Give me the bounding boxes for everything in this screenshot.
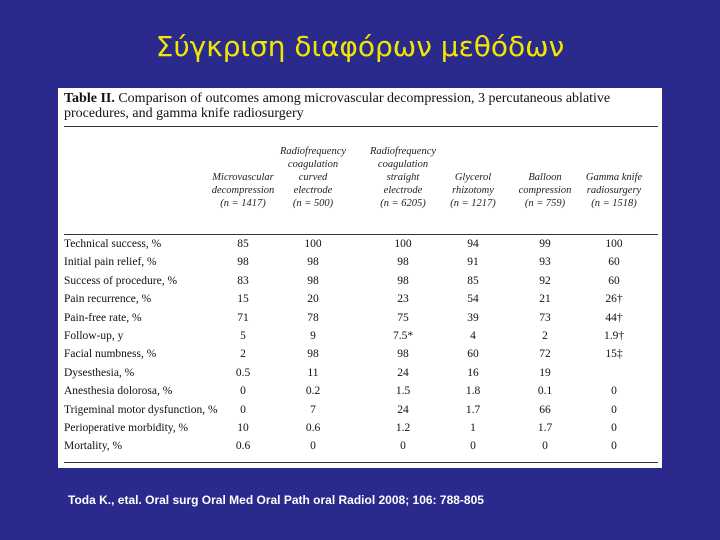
table-cell: 98 [397, 274, 409, 287]
table-caption [64, 91, 658, 121]
slide-title: Σύγκριση διαφόρων μεθόδων [155, 30, 565, 63]
row-label: Anesthesia dolorosa, % [64, 385, 173, 398]
table-cell: 98 [307, 348, 319, 361]
column-header-line: Balloon [528, 172, 562, 183]
table-cell: 73 [539, 311, 551, 324]
row-label: Pain-free rate, % [64, 311, 142, 324]
column-header-line: (n = 1217) [450, 198, 496, 209]
column-header-line [441, 145, 505, 158]
column-header-line: Radiofrequency [279, 146, 347, 157]
row-label: Perioperative morbidity, % [64, 422, 189, 434]
table-cell: 0 [310, 440, 316, 453]
column-header [363, 145, 443, 210]
table-cell: 2 [542, 330, 548, 342]
table-cell: 7 [310, 403, 316, 416]
table-cell: 24 [397, 403, 409, 416]
table-cell: 60 [467, 348, 479, 361]
table-cell: 85 [467, 274, 479, 287]
table-cell: 1.2 [395, 422, 411, 434]
table-cell: 2 [240, 348, 246, 361]
comparison-table-figure [58, 88, 662, 468]
table-cell: 0 [400, 440, 406, 453]
row-label: Initial pain relief, % [64, 256, 157, 269]
column-header-line: rhizotomy [452, 185, 494, 196]
column-header-line: decompression [211, 185, 275, 196]
row-label: Dysesthesia, % [64, 366, 135, 379]
table-cell: 75 [397, 311, 409, 324]
column-header [441, 145, 505, 210]
column-header-line [508, 158, 582, 171]
table-cell: 1.7 [465, 403, 481, 416]
table-cell: 66 [539, 403, 551, 416]
table-cell: 0.6 [305, 422, 321, 434]
column-header-line: coagulation [377, 159, 429, 170]
table-cell: 15 [237, 293, 249, 306]
table-cell: 1.7 [537, 422, 553, 434]
column-header-line: (n = 6205) [380, 198, 426, 209]
table-cell: 83 [237, 274, 249, 287]
column-header-line: (n = 759) [524, 198, 566, 209]
column-header-line: compression [518, 185, 572, 196]
column-header-line: radiosurgery [586, 185, 642, 196]
column-header [273, 145, 353, 210]
table-cell: 10 [237, 422, 249, 434]
table-cell: 44† [605, 311, 623, 324]
row-label: Technical success, % [64, 238, 162, 250]
table-cell: 0 [470, 440, 476, 453]
table-caption-text: Comparison of outcomes among microvascular decompression, 3 percutaneous ablative procedures, and gamma knife radiosurgery [64, 91, 611, 121]
table-cell: 0 [240, 385, 246, 398]
table-cell: 26† [605, 293, 623, 306]
table-cell: 100 [304, 238, 322, 250]
column-header [579, 145, 649, 210]
table-cell: 0.6 [235, 440, 251, 453]
table-cell: 94 [467, 238, 479, 250]
table-cell: 20 [307, 293, 319, 306]
table-cell: 0 [611, 440, 617, 453]
table-cell: 0 [542, 440, 548, 453]
table-bottom-rule [64, 462, 658, 463]
column-header [508, 145, 582, 210]
column-header-line: curved [298, 172, 328, 183]
table-top-rule [64, 126, 658, 127]
table-cell: 4 [470, 330, 476, 342]
citation: Toda K., etal. Oral surg Oral Med Oral Path oral Radiol 2008; 106: 788-805 [68, 493, 484, 507]
table-cell: 16 [467, 366, 479, 379]
table-cell: 98 [237, 256, 249, 269]
column-header-line: electrode [383, 185, 423, 196]
column-header-line: Radiofrequency [369, 146, 437, 157]
table-cell: 23 [397, 293, 409, 306]
table-cell: 92 [539, 274, 551, 287]
table-cell: 54 [467, 293, 479, 306]
row-label: Mortality, % [64, 440, 123, 453]
column-header-line: Microvascular [212, 172, 274, 183]
column-header-line: (n = 1417) [220, 198, 266, 209]
table-cell: 71 [237, 311, 249, 324]
table-cell: 0.2 [305, 385, 321, 398]
table-cell: 0.5 [235, 366, 251, 379]
table-cell: 1.9† [603, 330, 625, 342]
row-label: Success of procedure, % [64, 274, 178, 287]
table-cell: 98 [307, 274, 319, 287]
table-cell: 5 [240, 330, 246, 342]
table-cell: 0 [611, 422, 617, 434]
column-header-line: coagulation [287, 159, 339, 170]
table-cell: 0 [611, 385, 617, 398]
row-label: Facial numbness, % [64, 348, 157, 361]
table-cell: 91 [467, 256, 479, 269]
table-cell: 85 [237, 238, 249, 250]
table-cell: 0.1 [537, 385, 553, 398]
table-cell: 98 [397, 256, 409, 269]
table-cell: 9 [310, 330, 316, 342]
column-header-line [579, 145, 649, 158]
table-cell: 78 [307, 311, 319, 324]
column-header-line [508, 145, 582, 158]
table-cell: 100 [605, 238, 623, 250]
table-cell: 72 [539, 348, 551, 361]
table-cell: 39 [467, 311, 479, 324]
table-cell: 1.8 [465, 385, 481, 398]
table-cell: 19 [539, 366, 551, 379]
column-header-line [441, 158, 505, 171]
table-cell: 21 [539, 293, 551, 306]
column-header-line: (n = 500) [292, 198, 334, 209]
table-cell: 1 [470, 422, 476, 434]
column-header-line: straight [386, 172, 420, 183]
table-cell: 0 [240, 403, 246, 416]
table-cell: 93 [539, 256, 551, 269]
table-cell: 60 [608, 256, 620, 269]
table-cell: 1.5 [395, 385, 411, 398]
column-header-line [579, 158, 649, 171]
table-cell: 11 [307, 366, 319, 379]
table-cell: 7.5* [392, 330, 414, 342]
table-cell: 99 [539, 238, 551, 250]
table-cell: 15‡ [605, 348, 623, 361]
column-header-line: Glycerol [454, 172, 492, 183]
table-header-rule [64, 234, 658, 235]
table-cell: 60 [608, 274, 620, 287]
row-label: Trigeminal motor dysfunction, % [64, 403, 218, 416]
column-header-line: electrode [293, 185, 333, 196]
table-cell: 100 [394, 238, 412, 250]
table-caption-label: Table II. [64, 91, 115, 106]
row-label: Pain recurrence, % [64, 293, 152, 306]
table-cell: 98 [397, 348, 409, 361]
table-cell: 24 [397, 366, 409, 379]
column-header-line: Gamma knife [585, 172, 643, 183]
table-cell: 98 [307, 256, 319, 269]
column-header-line: (n = 1518) [591, 198, 637, 209]
table-cell: 0 [611, 403, 617, 416]
row-label: Follow-up, y [64, 330, 124, 342]
